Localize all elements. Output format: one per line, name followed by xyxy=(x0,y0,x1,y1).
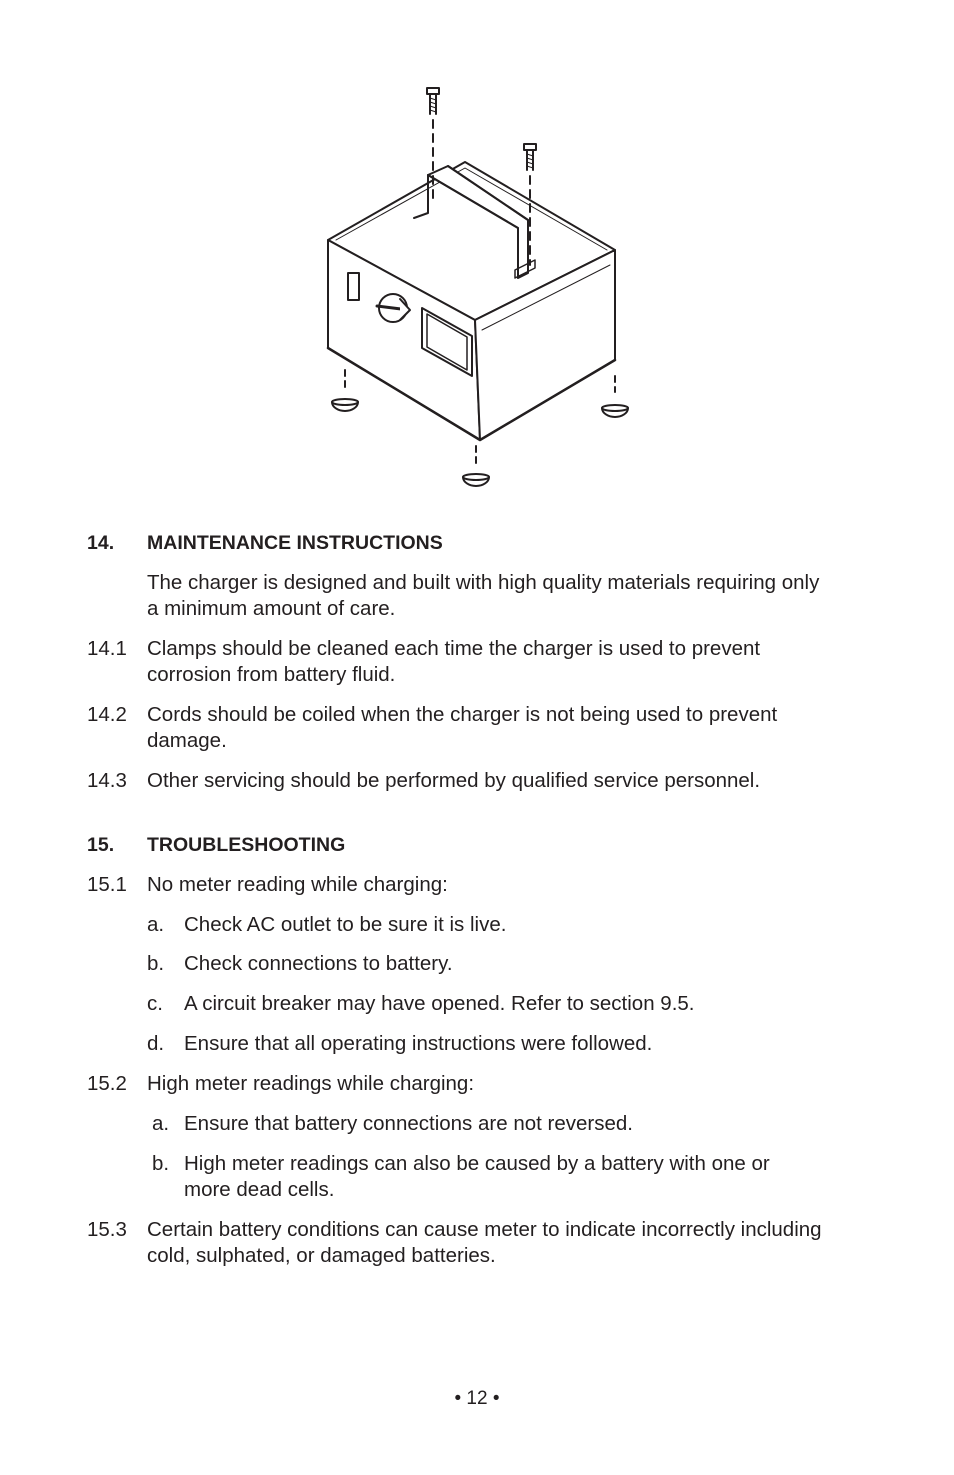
item-14-3-number: 14.3 xyxy=(87,769,127,792)
item-15-2-a-text: Ensure that battery connections are not reversed. xyxy=(184,1112,633,1135)
item-15-1-d-letter: d. xyxy=(147,1032,165,1055)
item-15-2-a-letter: a. xyxy=(152,1112,170,1135)
section-15-number: 15. xyxy=(87,834,115,856)
item-14-2-line-1: Cords should be coiled when the charger is not being used to prevent xyxy=(147,703,778,726)
item-15-1-text: No meter reading while charging: xyxy=(147,873,448,896)
item-14-3-line-1: Other servicing should be performed by qualified service personnel. xyxy=(147,769,761,792)
item-15-2-b-line-1: High meter readings can also be caused by a battery with one or xyxy=(184,1152,770,1175)
item-14-2-number: 14.2 xyxy=(87,703,127,726)
item-15-2-text: High meter readings while charging: xyxy=(147,1072,475,1095)
item-15-1-c-text: A circuit breaker may have opened. Refer to section 9.5. xyxy=(184,992,695,1015)
item-15-1-b-letter: b. xyxy=(147,952,165,975)
page-number: • 12 • xyxy=(454,1388,500,1409)
item-14-1-number: 14.1 xyxy=(87,637,127,660)
charger-assembly-illustration xyxy=(310,80,650,500)
item-15-2-number: 15.2 xyxy=(87,1072,127,1095)
section-14-title: MAINTENANCE INSTRUCTIONS xyxy=(147,532,443,554)
item-15-1-b-text: Check connections to battery. xyxy=(184,952,453,975)
section-14-intro-line-1: The charger is designed and built with high quality materials requiring only xyxy=(147,571,820,594)
item-15-1-a-text: Check AC outlet to be sure it is live. xyxy=(184,913,507,936)
item-14-1-line-2: corrosion from battery fluid. xyxy=(147,663,396,686)
item-15-2-b-letter: b. xyxy=(152,1152,170,1175)
item-15-3-line-1: Certain battery conditions can cause meter to indicate incorrectly including xyxy=(147,1218,822,1241)
section-14-number: 14. xyxy=(87,532,115,554)
item-14-1-line-1: Clamps should be cleaned each time the charger is used to prevent xyxy=(147,637,761,660)
item-15-2-b-line-2: more dead cells. xyxy=(184,1178,335,1201)
item-14-2-line-2: damage. xyxy=(147,729,227,752)
section-15-title: TROUBLESHOOTING xyxy=(147,834,346,856)
item-15-3-line-2: cold, sulphated, or damaged batteries. xyxy=(147,1244,496,1267)
item-15-3-number: 15.3 xyxy=(87,1218,127,1241)
item-15-1-c-letter: c. xyxy=(147,992,163,1015)
item-15-1-a-letter: a. xyxy=(147,913,165,936)
item-15-1-number: 15.1 xyxy=(87,873,127,896)
item-15-1-d-text: Ensure that all operating instructions were followed. xyxy=(184,1032,653,1055)
section-14-intro-line-2: a minimum amount of care. xyxy=(147,597,396,620)
